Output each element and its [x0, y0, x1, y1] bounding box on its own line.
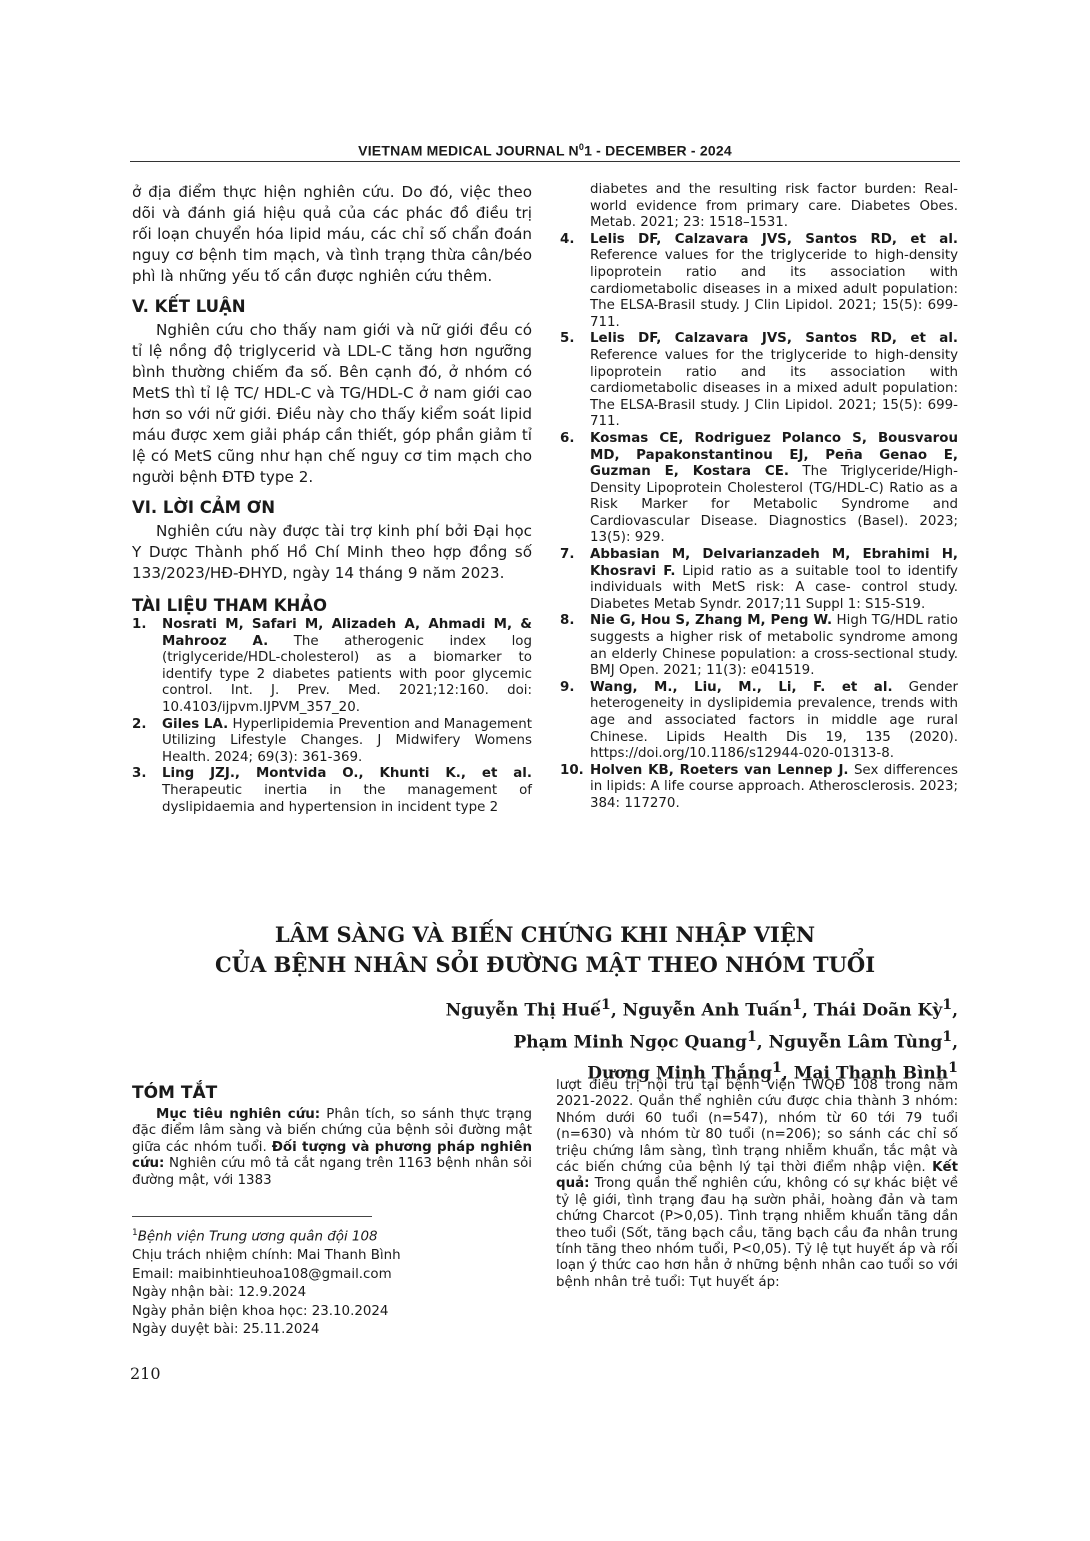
author-affiliation-sup: 1 — [772, 1060, 782, 1077]
reference-item — [132, 717, 532, 767]
reference-authors: Nie G, Hou S, Zhang M, Peng W. — [590, 613, 833, 629]
reference-number: 6. — [560, 430, 575, 446]
reference-number: 3. — [132, 766, 147, 782]
journal-number-sup: 0 — [578, 142, 585, 152]
author-name: , Nguyễn Lâm Tùng — [756, 1032, 943, 1053]
left-column-top — [132, 182, 532, 816]
author-name: , Mai Thanh Bình — [781, 1063, 949, 1084]
reference-text: High TG/HDL ratio suggests a higher risk of metabolic syndrome among an elderly Chinese population: a cross-sectional study. BMJ Open. 2021; 11(3): e041519. — [590, 613, 958, 679]
reference-number: 8. — [560, 613, 575, 629]
author-affiliation-sup: 1 — [948, 1060, 958, 1077]
reference-item — [560, 547, 958, 613]
author-affiliation-sup: 1 — [746, 1028, 757, 1045]
journal-name: VIETNAM MEDICAL JOURNAL N — [358, 142, 579, 159]
reference-authors: Ling JZJ., Montvida O., Khunti K., et al. — [162, 766, 532, 782]
author-affiliation-sup: 1 — [600, 997, 611, 1013]
reference-text: Therapeutic inertia in the management of dyslipidaemia and hypertension in incident type 2 — [162, 782, 532, 815]
objective-text: Phân tích, so sánh thực trạng đặc điểm lâm sàng và biến chứng của bệnh sỏi đường mật giữa các nhóm tuổi. — [132, 1107, 532, 1155]
reference-item — [560, 331, 958, 431]
abstract-right-column — [556, 1078, 958, 1291]
author-affiliation-sup: 1 — [942, 997, 953, 1013]
reference-authors: Lelis DF, Calzavara JVS, Santos RD, et al. — [590, 231, 958, 247]
reference-text: Reference values for the triglyceride to high-density lipoprotein ratio and its association with cardiometabolic diseases in a mixed adult population: The ELSA-Brasil study. J Clin Lipidol. 2021; 15(5): 699-711. — [590, 347, 958, 430]
footnote-affiliation — [132, 1224, 532, 1247]
page-number: 210 — [130, 1364, 161, 1383]
conclusion-text: Nghiên cứu cho thấy nam giới và nữ giới đều có tỉ lệ nồng độ triglycerid và LDL-C tăng hơn ngưỡng bình thường chiếm đa số. Bên cạnh đó, ở nhóm có MetS thì tỉ lệ TC/ HDL-C và TG/HDL-C ở nam giới cao hơn so với nữ giới. Điều này cho thấy kiểm soát lipid máu được xem giải pháp cần thiết, góp phần giảm tỉ lệ có MetS cũng như hạn chế nguy cơ tim mạch cho người bệnh ĐTĐ type 2. — [132, 321, 532, 486]
author-separator: , — [952, 1000, 958, 1021]
footnote — [132, 1224, 532, 1340]
reference-item — [132, 617, 532, 717]
author-line-2 — [258, 1024, 958, 1056]
reference-continuation — [560, 182, 958, 232]
reference-item — [560, 613, 958, 679]
reference-number: 1. — [132, 617, 147, 632]
reference-number — [560, 182, 590, 232]
references-heading: TÀI LIỆU THAM KHẢO — [132, 596, 328, 615]
reference-item — [560, 763, 958, 813]
reference-number: 5. — [560, 331, 575, 347]
reference-authors: Kosmas CE, Rodriguez Polanco S, Bousvarou MD, Papakonstantinou EJ, Peña Genao E, Guzman E, Kostara CE. — [590, 430, 958, 480]
author-name: , Thái Doãn Kỳ — [801, 1000, 943, 1021]
thanks-text: Nghiên cứu này được tài trợ kinh phí bởi Đại học Y Dược Thành phố Hồ Chí Minh theo hợp đồng số 133/2023/HĐ-ĐHYD, ngày 14 tháng 9 năm 2023. — [132, 522, 532, 582]
author-name: Phạm Minh Ngọc Quang — [513, 1032, 747, 1053]
result-label: Kết quả: — [556, 1160, 958, 1192]
author-separator: , — [952, 1032, 958, 1053]
reference-authors: Lelis DF, Calzavara JVS, Santos RD, et al. — [590, 331, 958, 347]
footnote-accepted: Ngày duyệt bài: 25.11.2024 — [132, 1322, 320, 1338]
reference-item — [560, 431, 958, 547]
author-line-1 — [258, 992, 958, 1024]
abstract-paragraph-right — [556, 1078, 958, 1291]
abstract-heading: TÓM TẮT — [132, 1083, 218, 1103]
reference-number: 4. — [560, 231, 575, 247]
author-name: Dương Minh Thắng — [587, 1063, 773, 1084]
objective-label: Mục tiêu nghiên cứu: — [156, 1107, 321, 1122]
footnote-sup: 1 — [132, 1228, 138, 1238]
reference-text: Lipid ratio as a suitable tool to identify individuals with MetS risk: A case- control study. Diabetes Metab Syndr. 2017;11 Suppl 1: S15-S19. — [590, 563, 958, 612]
reference-text: Gender heterogeneity in dyslipidemia prevalence, trends with age and associated factors in middle age rural Chinese. Lipids Health Dis 19, 135 (2020). https://doi.org/10.1186/s12944-020-01313-8. — [590, 679, 958, 762]
reference-item — [560, 680, 958, 763]
article-title — [130, 920, 960, 980]
running-header — [130, 142, 960, 159]
footnote-received: Ngày nhận bài: 12.9.2024 — [132, 1285, 307, 1301]
thanks-heading: VI. LỜI CẢM ƠN — [132, 498, 275, 517]
intro-paragraph: ở địa điểm thực hiện nghiên cứu. Do đó, việc theo dõi và đánh giá hiệu quả của các phác đồ điều trị rối loạn chuyển hóa lipid máu, các chỉ số chẩn đoán nguy cơ bệnh tim mạch, và tình trạng thừa cân/béo phì là những yếu tố cần được nghiên cứu thêm. — [132, 183, 532, 285]
author-affiliation-sup: 1 — [942, 1028, 953, 1045]
reference-text: The atherogenic index log (triglyceride/HDL-cholesterol) as a biomarker to identify type 2 diabetes patients with poor glycemic control. Int. J. Prev. Med. 2021;12:160. doi: 10.4103/ijpvm.IJPVM_357_20. — [162, 633, 532, 715]
reference-number: 10. — [560, 762, 584, 778]
affiliation-text: Bệnh viện Trung ương quân đội 108 — [137, 1229, 378, 1245]
author-affiliation-sup: 1 — [792, 997, 802, 1013]
reference-number: 7. — [560, 547, 575, 563]
method-text: Nghiên cứu mô tả cắt ngang trên 1163 bệnh nhân sỏi đường mật, với 1383 — [132, 1156, 532, 1188]
reference-number: 2. — [132, 716, 147, 732]
reference-authors: Abbasian M, Delvarianzadeh M, Ebrahimi H, Khosravi F. — [590, 547, 958, 579]
reference-item — [560, 232, 958, 332]
reference-authors: Holven KB, Roeters van Lennep J. — [590, 762, 849, 778]
author-name: Nguyễn Thị Huế — [445, 1000, 601, 1021]
reference-text: Hyperlipidemia Prevention and Management Utilizing Lifestyle Changes. J Midwifery Womens Health. 2024; 69(3): 361-369. — [162, 716, 532, 765]
footnote-reviewed: Ngày phản biện khoa học: 23.10.2024 — [132, 1303, 389, 1319]
reference-authors: Nosrati M, Safari M, Alizadeh A, Ahmadi M, & Mahrooz A. — [162, 617, 532, 649]
method-label: Đối tượng và phương pháp nghiên cứu: — [132, 1139, 532, 1172]
reference-item — [132, 766, 532, 816]
abstract-left-column — [132, 1083, 532, 1189]
footnote-responsible: Chịu trách nhiệm chính: Mai Thanh Bình — [132, 1248, 401, 1264]
reference-text: diabetes and the resulting risk factor burden: Real-world evidence from primary care. Diabetes Obes. Metab. 2021; 23: 1518–1531. — [590, 182, 958, 231]
reference-text: Reference values for the triglyceride to high-density lipoprotein ratio and its association with cardiometabolic diseases in a mixed adult population: The ELSA-Brasil study. J Clin Lipidol. 2021; 15(5): 699-711. — [590, 248, 958, 330]
footnote-rule — [132, 1216, 372, 1217]
author-list — [258, 992, 958, 1087]
reference-text: Sex differences in lipids: A life course approach. Atherosclerosis. 2023; 384: 117270. — [590, 762, 958, 811]
result-text: Trong quần thể nghiên cứu, không có sự khác biệt về tỷ lệ giới, tình trạng đau hạ sườn phải, hoàng đản và tam chứng Charcot (P>0,05). Tình trạng nhiễm khuẩn tăng dần theo tuổi (Sốt, tăng bạch cầu, tăng bạch cầu đa nhân trung tính tăng theo nhóm tuổi, P<0,05). Tỷ lệ tụt huyết áp và rối loạn ý thức cao hơn hẳn ở những bệnh nhân cao tuổi so với bệnh nhân trẻ tuổi: Tụt huyết áp: — [556, 1176, 958, 1290]
conclusion-heading: V. KẾT LUẬN — [132, 297, 246, 316]
article-title-line-1: LÂM SÀNG VÀ BIẾN CHỨNG KHI NHẬP VIỆN — [274, 922, 816, 947]
right-column-top — [560, 182, 958, 813]
reference-authors: Wang, M., Liu, M., Li, F. et al. — [590, 679, 893, 695]
abstract-paragraph-left — [132, 1107, 532, 1189]
header-rule — [130, 161, 960, 162]
reference-text: The Triglyceride/High-Density Lipoprotein Cholesterol (TG/HDL-C) Ratio as a Risk Marker for Metabolic Syndrome and Cardiovascular Disease. Diagnostics (Basel). 2023; 13(5): 929. — [590, 464, 958, 546]
journal-issue: 1 - DECEMBER - 2024 — [584, 142, 732, 159]
reference-authors: Giles LA. — [162, 716, 229, 732]
footnote-email: Email: maibinhtieuhoa108@gmail.com — [132, 1266, 392, 1282]
abstract-text: lượt điều trị nội trú tại bệnh viện TWQĐ 108 trong năm 2021-2022. Quần thể nghiên cứu được chia thành 3 nhóm: Nhóm dưới 60 tuổi (n=547), nhóm từ 60 tới 79 tuổi (n=630) và nhóm từ 80 tuổi (n=206); so sánh các chỉ số triệu chứng lâm sàng, tình trạng nhiễm khuẩn, tắc mật và các biến chứng của bệnh lý tại thời điểm nhập viện. — [556, 1078, 958, 1176]
article-title-line-2: CỦA BỆNH NHÂN SỎI ĐƯỜNG MẬT THEO NHÓM TUỔI — [214, 952, 876, 977]
reference-number: 9. — [560, 679, 575, 695]
author-name: , Nguyễn Anh Tuấn — [610, 1000, 793, 1021]
